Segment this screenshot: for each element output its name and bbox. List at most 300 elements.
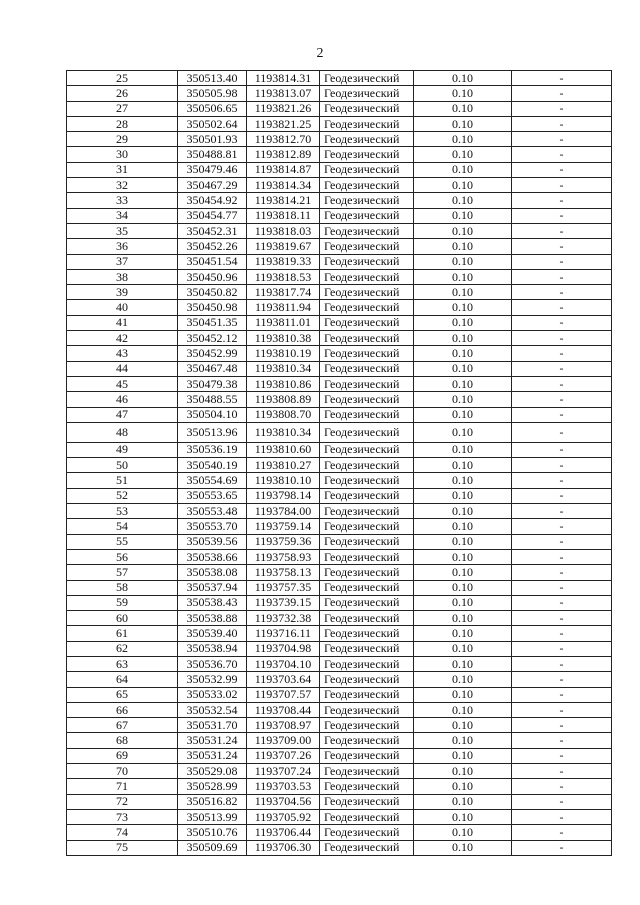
note-cell: - [512, 611, 612, 626]
x-coordinate-cell: 350553.65 [178, 488, 247, 503]
accuracy-cell: 0.10 [414, 748, 512, 763]
table-row [67, 702, 612, 717]
x-coordinate-cell: 350529.08 [178, 764, 247, 779]
method-cell: Геодезический [320, 86, 414, 101]
note-cell: - [512, 534, 612, 549]
x-coordinate-cell: 350450.96 [178, 269, 247, 284]
accuracy-cell: 0.10 [414, 392, 512, 407]
x-coordinate-cell: 350452.31 [178, 223, 247, 238]
accuracy-cell: 0.10 [414, 71, 512, 86]
method-cell: Геодезический [320, 132, 414, 147]
note-cell: - [512, 162, 612, 177]
note-cell: - [512, 779, 612, 794]
table-row [67, 809, 612, 824]
accuracy-cell: 0.10 [414, 702, 512, 717]
x-coordinate-cell: 350479.46 [178, 162, 247, 177]
accuracy-cell: 0.10 [414, 147, 512, 162]
note-cell: - [512, 269, 612, 284]
point-number-cell: 69 [67, 748, 178, 763]
table-row [67, 300, 612, 315]
accuracy-cell: 0.10 [414, 361, 512, 376]
accuracy-cell: 0.10 [414, 116, 512, 131]
accuracy-cell: 0.10 [414, 580, 512, 595]
note-cell: - [512, 147, 612, 162]
table-row [67, 331, 612, 346]
note-cell: - [512, 504, 612, 519]
point-number-cell: 36 [67, 239, 178, 254]
x-coordinate-cell: 350454.77 [178, 208, 247, 223]
x-coordinate-cell: 350538.43 [178, 595, 247, 610]
accuracy-cell: 0.10 [414, 269, 512, 284]
point-number-cell: 68 [67, 733, 178, 748]
table-row [67, 162, 612, 177]
y-coordinate-cell: 1193739.15 [247, 595, 320, 610]
y-coordinate-cell: 1193758.13 [247, 565, 320, 580]
x-coordinate-cell: 350501.93 [178, 132, 247, 147]
table-row [67, 392, 612, 407]
point-number-cell: 67 [67, 718, 178, 733]
x-coordinate-cell: 350504.10 [178, 407, 247, 422]
x-coordinate-cell: 350532.54 [178, 702, 247, 717]
point-number-cell: 28 [67, 116, 178, 131]
table-row [67, 71, 612, 86]
y-coordinate-cell: 1193810.34 [247, 361, 320, 376]
point-number-cell: 37 [67, 254, 178, 269]
point-number-cell: 32 [67, 178, 178, 193]
accuracy-cell: 0.10 [414, 779, 512, 794]
table-row [67, 254, 612, 269]
method-cell: Геодезический [320, 147, 414, 162]
note-cell: - [512, 422, 612, 442]
accuracy-cell: 0.10 [414, 132, 512, 147]
y-coordinate-cell: 1193704.98 [247, 641, 320, 656]
point-number-cell: 49 [67, 442, 178, 457]
accuracy-cell: 0.10 [414, 473, 512, 488]
table-row [67, 458, 612, 473]
table-row [67, 656, 612, 671]
method-cell: Геодезический [320, 840, 414, 855]
method-cell: Геодезический [320, 208, 414, 223]
accuracy-cell: 0.10 [414, 422, 512, 442]
note-cell: - [512, 407, 612, 422]
point-number-cell: 60 [67, 611, 178, 626]
point-number-cell: 38 [67, 269, 178, 284]
table-row [67, 473, 612, 488]
method-cell: Геодезический [320, 254, 414, 269]
point-number-cell: 29 [67, 132, 178, 147]
note-cell: - [512, 239, 612, 254]
table-row [67, 101, 612, 116]
method-cell: Геодезический [320, 300, 414, 315]
method-cell: Геодезический [320, 376, 414, 391]
x-coordinate-cell: 350540.19 [178, 458, 247, 473]
y-coordinate-cell: 1193716.11 [247, 626, 320, 641]
note-cell: - [512, 223, 612, 238]
accuracy-cell: 0.10 [414, 254, 512, 269]
x-coordinate-cell: 350536.70 [178, 656, 247, 671]
method-cell: Геодезический [320, 239, 414, 254]
point-number-cell: 71 [67, 779, 178, 794]
table-row [67, 748, 612, 763]
point-number-cell: 62 [67, 641, 178, 656]
x-coordinate-cell: 350531.24 [178, 733, 247, 748]
accuracy-cell: 0.10 [414, 208, 512, 223]
y-coordinate-cell: 1193818.11 [247, 208, 320, 223]
point-number-cell: 64 [67, 672, 178, 687]
y-coordinate-cell: 1193708.97 [247, 718, 320, 733]
point-number-cell: 54 [67, 519, 178, 534]
method-cell: Геодезический [320, 718, 414, 733]
method-cell: Геодезический [320, 71, 414, 86]
x-coordinate-cell: 350454.92 [178, 193, 247, 208]
y-coordinate-cell: 1193818.03 [247, 223, 320, 238]
x-coordinate-cell: 350538.94 [178, 641, 247, 656]
note-cell: - [512, 595, 612, 610]
point-number-cell: 55 [67, 534, 178, 549]
y-coordinate-cell: 1193808.70 [247, 407, 320, 422]
x-coordinate-cell: 350467.48 [178, 361, 247, 376]
y-coordinate-cell: 1193759.36 [247, 534, 320, 549]
y-coordinate-cell: 1193810.86 [247, 376, 320, 391]
method-cell: Геодезический [320, 733, 414, 748]
accuracy-cell: 0.10 [414, 656, 512, 671]
accuracy-cell: 0.10 [414, 376, 512, 391]
note-cell: - [512, 442, 612, 457]
table-row [67, 565, 612, 580]
note-cell: - [512, 458, 612, 473]
y-coordinate-cell: 1193814.34 [247, 178, 320, 193]
point-number-cell: 30 [67, 147, 178, 162]
y-coordinate-cell: 1193798.14 [247, 488, 320, 503]
point-number-cell: 51 [67, 473, 178, 488]
x-coordinate-cell: 350488.81 [178, 147, 247, 162]
table-row [67, 269, 612, 284]
method-cell: Геодезический [320, 534, 414, 549]
table-row [67, 779, 612, 794]
point-number-cell: 57 [67, 565, 178, 580]
table-row [67, 239, 612, 254]
accuracy-cell: 0.10 [414, 825, 512, 840]
point-number-cell: 26 [67, 86, 178, 101]
table-row [67, 193, 612, 208]
table-row [67, 840, 612, 855]
point-number-cell: 46 [67, 392, 178, 407]
point-number-cell: 50 [67, 458, 178, 473]
accuracy-cell: 0.10 [414, 504, 512, 519]
y-coordinate-cell: 1193810.10 [247, 473, 320, 488]
note-cell: - [512, 285, 612, 300]
point-number-cell: 73 [67, 809, 178, 824]
accuracy-cell: 0.10 [414, 565, 512, 580]
note-cell: - [512, 473, 612, 488]
y-coordinate-cell: 1193707.26 [247, 748, 320, 763]
y-coordinate-cell: 1193810.60 [247, 442, 320, 457]
method-cell: Геодезический [320, 162, 414, 177]
x-coordinate-cell: 350538.08 [178, 565, 247, 580]
x-coordinate-cell: 350531.24 [178, 748, 247, 763]
note-cell: - [512, 193, 612, 208]
point-number-cell: 61 [67, 626, 178, 641]
note-cell: - [512, 580, 612, 595]
point-number-cell: 72 [67, 794, 178, 809]
accuracy-cell: 0.10 [414, 595, 512, 610]
y-coordinate-cell: 1193812.89 [247, 147, 320, 162]
y-coordinate-cell: 1193810.27 [247, 458, 320, 473]
x-coordinate-cell: 350451.35 [178, 315, 247, 330]
point-number-cell: 27 [67, 101, 178, 116]
method-cell: Геодезический [320, 442, 414, 457]
table-row [67, 764, 612, 779]
y-coordinate-cell: 1193819.67 [247, 239, 320, 254]
accuracy-cell: 0.10 [414, 223, 512, 238]
point-number-cell: 33 [67, 193, 178, 208]
table-row [67, 147, 612, 162]
note-cell: - [512, 656, 612, 671]
method-cell: Геодезический [320, 269, 414, 284]
note-cell: - [512, 825, 612, 840]
accuracy-cell: 0.10 [414, 626, 512, 641]
method-cell: Геодезический [320, 672, 414, 687]
note-cell: - [512, 718, 612, 733]
accuracy-cell: 0.10 [414, 718, 512, 733]
method-cell: Геодезический [320, 794, 414, 809]
table-row [67, 641, 612, 656]
accuracy-cell: 0.10 [414, 641, 512, 656]
method-cell: Геодезический [320, 285, 414, 300]
accuracy-cell: 0.10 [414, 300, 512, 315]
note-cell: - [512, 315, 612, 330]
accuracy-cell: 0.10 [414, 86, 512, 101]
x-coordinate-cell: 350553.48 [178, 504, 247, 519]
point-number-cell: 39 [67, 285, 178, 300]
y-coordinate-cell: 1193757.35 [247, 580, 320, 595]
y-coordinate-cell: 1193810.19 [247, 346, 320, 361]
table-row [67, 315, 612, 330]
y-coordinate-cell: 1193703.64 [247, 672, 320, 687]
method-cell: Геодезический [320, 178, 414, 193]
note-cell: - [512, 794, 612, 809]
note-cell: - [512, 626, 612, 641]
note-cell: - [512, 361, 612, 376]
y-coordinate-cell: 1193704.10 [247, 656, 320, 671]
y-coordinate-cell: 1193706.30 [247, 840, 320, 855]
y-coordinate-cell: 1193705.92 [247, 809, 320, 824]
x-coordinate-cell: 350450.82 [178, 285, 247, 300]
y-coordinate-cell: 1193759.14 [247, 519, 320, 534]
point-number-cell: 58 [67, 580, 178, 595]
table-row [67, 442, 612, 457]
x-coordinate-cell: 350452.99 [178, 346, 247, 361]
x-coordinate-cell: 350531.70 [178, 718, 247, 733]
table-row [67, 611, 612, 626]
table-row [67, 407, 612, 422]
y-coordinate-cell: 1193704.56 [247, 794, 320, 809]
method-cell: Геодезический [320, 626, 414, 641]
accuracy-cell: 0.10 [414, 346, 512, 361]
accuracy-cell: 0.10 [414, 764, 512, 779]
method-cell: Геодезический [320, 580, 414, 595]
y-coordinate-cell: 1193819.33 [247, 254, 320, 269]
table-row [67, 519, 612, 534]
table-row [67, 361, 612, 376]
y-coordinate-cell: 1193707.24 [247, 764, 320, 779]
x-coordinate-cell: 350450.98 [178, 300, 247, 315]
table-row [67, 626, 612, 641]
accuracy-cell: 0.10 [414, 672, 512, 687]
y-coordinate-cell: 1193758.93 [247, 549, 320, 564]
table-row [67, 116, 612, 131]
note-cell: - [512, 519, 612, 534]
x-coordinate-cell: 350513.96 [178, 422, 247, 442]
note-cell: - [512, 392, 612, 407]
y-coordinate-cell: 1193818.53 [247, 269, 320, 284]
table-row [67, 422, 612, 442]
note-cell: - [512, 488, 612, 503]
y-coordinate-cell: 1193706.44 [247, 825, 320, 840]
method-cell: Геодезический [320, 809, 414, 824]
accuracy-cell: 0.10 [414, 442, 512, 457]
table-row [67, 825, 612, 840]
method-cell: Геодезический [320, 565, 414, 580]
x-coordinate-cell: 350510.76 [178, 825, 247, 840]
y-coordinate-cell: 1193784.00 [247, 504, 320, 519]
accuracy-cell: 0.10 [414, 519, 512, 534]
accuracy-cell: 0.10 [414, 809, 512, 824]
y-coordinate-cell: 1193811.94 [247, 300, 320, 315]
accuracy-cell: 0.10 [414, 239, 512, 254]
note-cell: - [512, 748, 612, 763]
note-cell: - [512, 86, 612, 101]
y-coordinate-cell: 1193821.26 [247, 101, 320, 116]
x-coordinate-cell: 350488.55 [178, 392, 247, 407]
note-cell: - [512, 300, 612, 315]
table-row [67, 86, 612, 101]
accuracy-cell: 0.10 [414, 458, 512, 473]
note-cell: - [512, 178, 612, 193]
note-cell: - [512, 346, 612, 361]
accuracy-cell: 0.10 [414, 162, 512, 177]
x-coordinate-cell: 350452.12 [178, 331, 247, 346]
note-cell: - [512, 101, 612, 116]
note-cell: - [512, 549, 612, 564]
point-number-cell: 35 [67, 223, 178, 238]
table-row [67, 223, 612, 238]
note-cell: - [512, 840, 612, 855]
x-coordinate-cell: 350528.99 [178, 779, 247, 794]
x-coordinate-cell: 350513.40 [178, 71, 247, 86]
method-cell: Геодезический [320, 611, 414, 626]
accuracy-cell: 0.10 [414, 687, 512, 702]
accuracy-cell: 0.10 [414, 101, 512, 116]
accuracy-cell: 0.10 [414, 549, 512, 564]
table-row [67, 132, 612, 147]
point-number-cell: 66 [67, 702, 178, 717]
method-cell: Геодезический [320, 422, 414, 442]
point-number-cell: 31 [67, 162, 178, 177]
y-coordinate-cell: 1193812.70 [247, 132, 320, 147]
y-coordinate-cell: 1193810.34 [247, 422, 320, 442]
note-cell: - [512, 376, 612, 391]
note-cell: - [512, 208, 612, 223]
note-cell: - [512, 809, 612, 824]
x-coordinate-cell: 350505.98 [178, 86, 247, 101]
method-cell: Геодезический [320, 458, 414, 473]
x-coordinate-cell: 350538.66 [178, 549, 247, 564]
point-number-cell: 42 [67, 331, 178, 346]
x-coordinate-cell: 350516.82 [178, 794, 247, 809]
method-cell: Геодезический [320, 702, 414, 717]
accuracy-cell: 0.10 [414, 315, 512, 330]
note-cell: - [512, 733, 612, 748]
method-cell: Геодезический [320, 641, 414, 656]
x-coordinate-cell: 350452.26 [178, 239, 247, 254]
y-coordinate-cell: 1193808.89 [247, 392, 320, 407]
table-row [67, 687, 612, 702]
x-coordinate-cell: 350532.99 [178, 672, 247, 687]
accuracy-cell: 0.10 [414, 794, 512, 809]
method-cell: Геодезический [320, 519, 414, 534]
y-coordinate-cell: 1193707.57 [247, 687, 320, 702]
note-cell: - [512, 687, 612, 702]
accuracy-cell: 0.10 [414, 178, 512, 193]
point-number-cell: 56 [67, 549, 178, 564]
y-coordinate-cell: 1193811.01 [247, 315, 320, 330]
method-cell: Геодезический [320, 101, 414, 116]
x-coordinate-cell: 350554.69 [178, 473, 247, 488]
x-coordinate-cell: 350553.70 [178, 519, 247, 534]
method-cell: Геодезический [320, 748, 414, 763]
x-coordinate-cell: 350536.19 [178, 442, 247, 457]
method-cell: Геодезический [320, 346, 414, 361]
x-coordinate-cell: 350479.38 [178, 376, 247, 391]
y-coordinate-cell: 1193732.38 [247, 611, 320, 626]
accuracy-cell: 0.10 [414, 407, 512, 422]
note-cell: - [512, 702, 612, 717]
table-row [67, 376, 612, 391]
table-row [67, 718, 612, 733]
point-number-cell: 75 [67, 840, 178, 855]
method-cell: Геодезический [320, 549, 414, 564]
note-cell: - [512, 565, 612, 580]
method-cell: Геодезический [320, 473, 414, 488]
point-number-cell: 65 [67, 687, 178, 702]
point-number-cell: 43 [67, 346, 178, 361]
point-number-cell: 40 [67, 300, 178, 315]
point-number-cell: 70 [67, 764, 178, 779]
method-cell: Геодезический [320, 361, 414, 376]
table-row [67, 580, 612, 595]
method-cell: Геодезический [320, 315, 414, 330]
point-number-cell: 41 [67, 315, 178, 330]
x-coordinate-cell: 350533.02 [178, 687, 247, 702]
coordinates-table [66, 70, 612, 856]
method-cell: Геодезический [320, 331, 414, 346]
method-cell: Геодезический [320, 504, 414, 519]
table-row [67, 549, 612, 564]
table-row [67, 504, 612, 519]
method-cell: Геодезический [320, 656, 414, 671]
point-number-cell: 52 [67, 488, 178, 503]
point-number-cell: 44 [67, 361, 178, 376]
accuracy-cell: 0.10 [414, 331, 512, 346]
x-coordinate-cell: 350538.88 [178, 611, 247, 626]
accuracy-cell: 0.10 [414, 611, 512, 626]
method-cell: Геодезический [320, 764, 414, 779]
accuracy-cell: 0.10 [414, 488, 512, 503]
method-cell: Геодезический [320, 687, 414, 702]
table-row [67, 672, 612, 687]
y-coordinate-cell: 1193821.25 [247, 116, 320, 131]
